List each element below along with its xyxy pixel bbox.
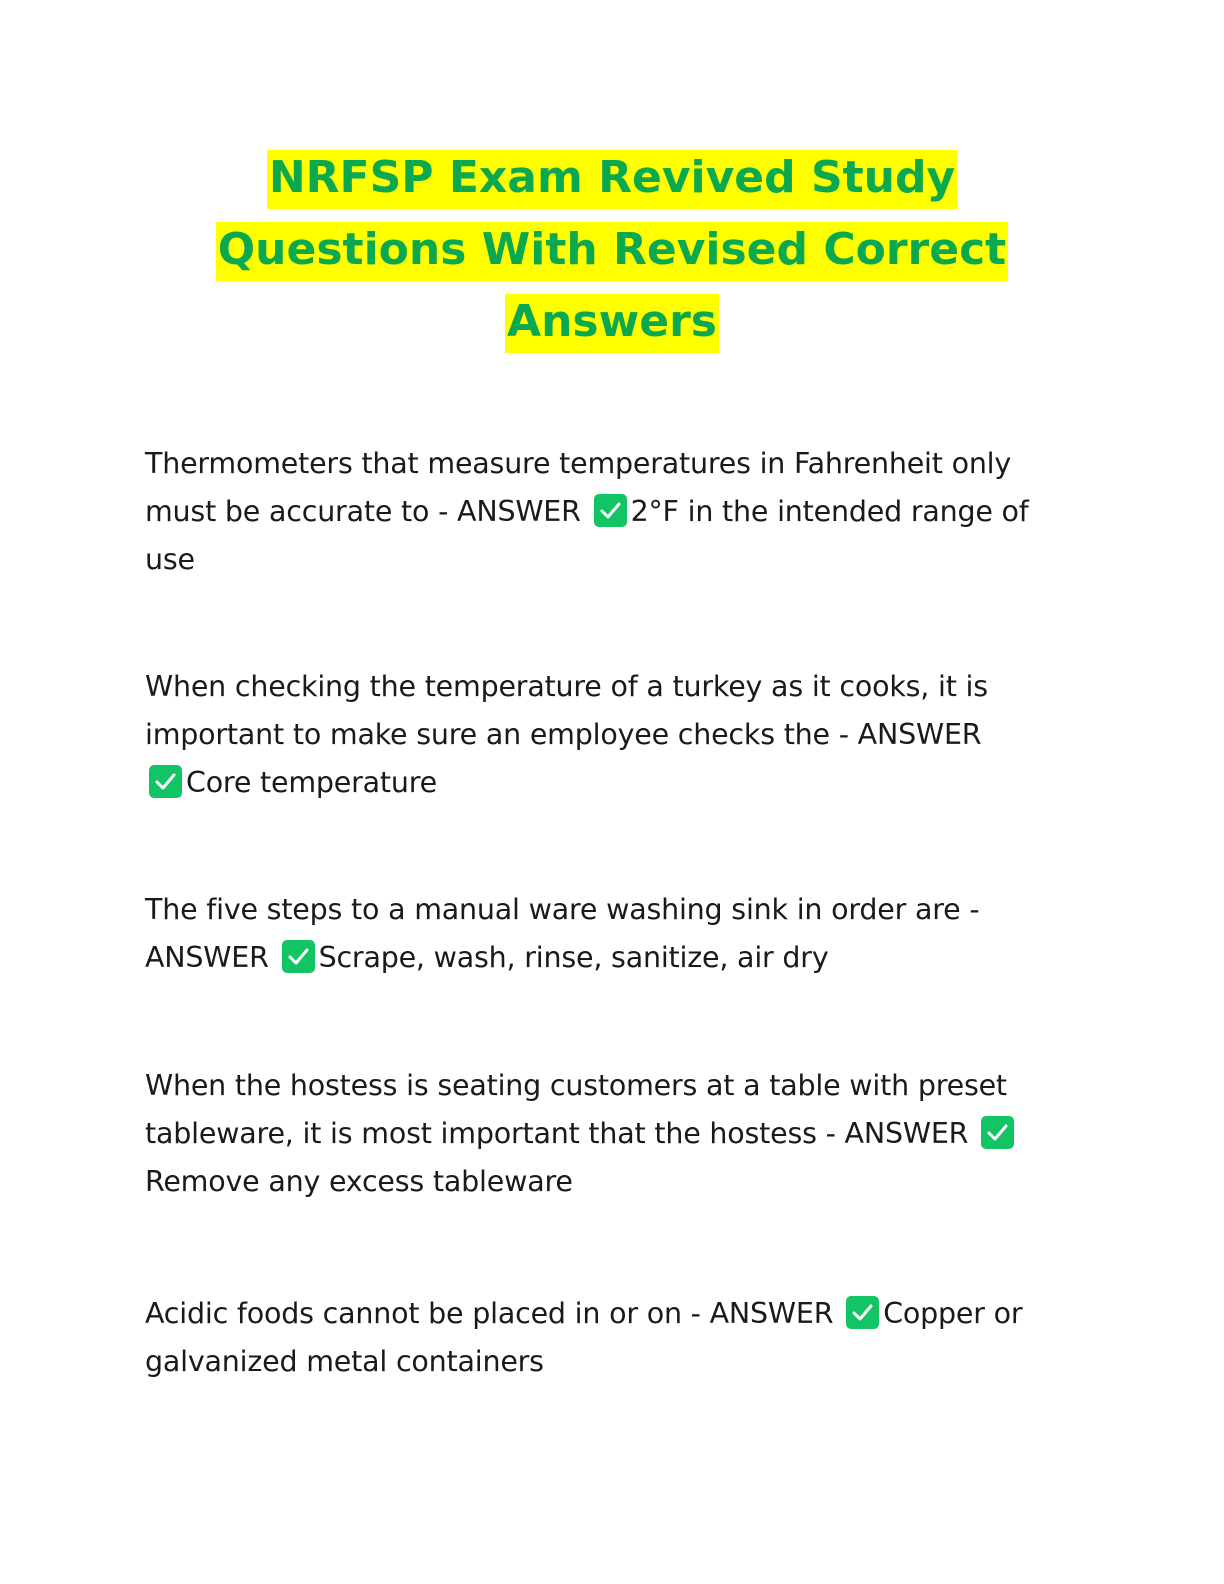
qa-item-4 [145, 1062, 1045, 1206]
qa-item-1 [145, 440, 1070, 584]
qa-item-3 [145, 886, 1015, 982]
answer-text: 2°F in the intended range of use [145, 495, 1029, 576]
question-text: When the hostess is seating customers at a table with preset tableware, it is most important that the hostess - ANSWER [145, 1069, 1007, 1150]
check-mark-icon [981, 1116, 1014, 1149]
question-text: When checking the temperature of a turkey as it cooks, it is important to make sure an employee checks the - ANSWER [145, 670, 988, 751]
answer-text: Scrape, wash, rinse, sanitize, air dry [318, 941, 829, 974]
title-line-1: NRFSP Exam Revived Study [0, 142, 1224, 214]
check-mark-icon [282, 940, 315, 973]
question-text: The five steps to a manual ware washing sink in order are - ANSWER [145, 893, 980, 974]
check-mark-icon [149, 765, 182, 798]
document-title [0, 142, 1224, 358]
answer-text: Remove any excess tableware [145, 1165, 573, 1198]
check-mark-icon [846, 1296, 879, 1329]
question-text: Acidic foods cannot be placed in or on - ANSWER [145, 1297, 834, 1330]
title-line-3: Answers [0, 286, 1224, 358]
question-text: Thermometers that measure temperatures in Fahrenheit only must be accurate to - ANSWER [145, 447, 1012, 528]
qa-item-2 [145, 663, 1025, 807]
qa-item-5 [145, 1290, 1085, 1386]
answer-text: Core temperature [186, 766, 437, 799]
answer-text: Copper or galvanized metal containers [145, 1297, 1023, 1378]
title-line-2: Questions With Revised Correct [0, 214, 1224, 286]
check-mark-icon [594, 494, 627, 527]
